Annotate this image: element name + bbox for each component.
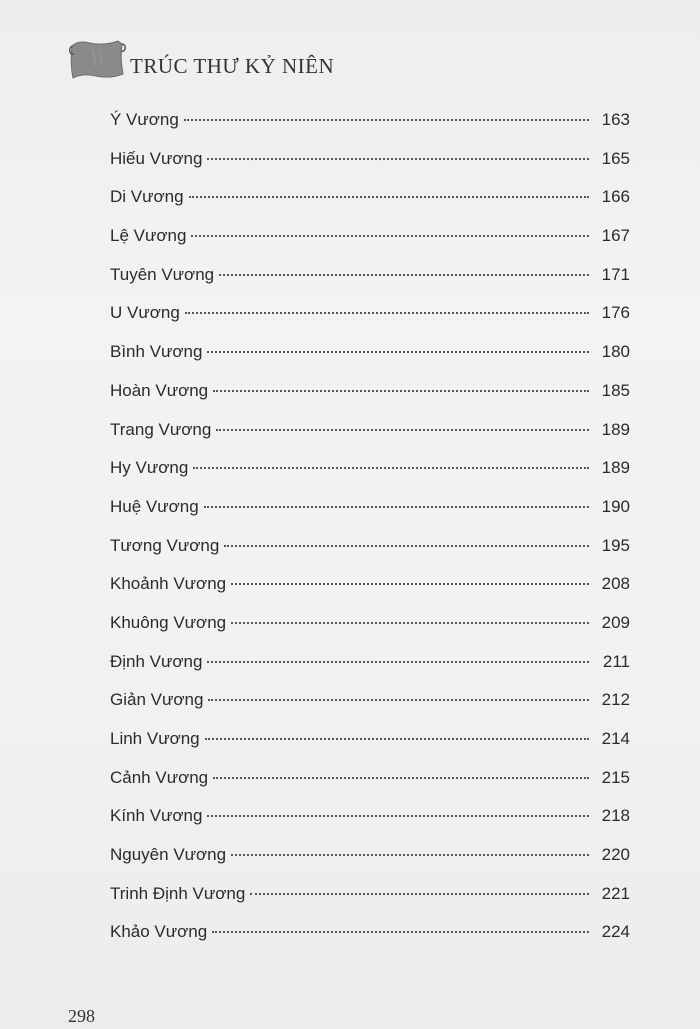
running-header [68,36,468,86]
toc-entry [110,806,630,845]
dot-leader [189,196,589,198]
toc-entry [110,574,630,613]
toc-entry-page: 167 [601,226,630,246]
toc-entry [110,690,630,729]
toc-entry-title: Trang Vương [110,419,212,439]
toc-entry-title: Hoàn Vương [110,380,209,400]
toc-entry-title: Bình Vương [110,342,203,362]
toc-entry [110,381,630,420]
toc-entry [110,613,630,652]
toc-entry-title: Khuông Vương [110,612,227,632]
toc-entry [110,458,630,497]
toc-entry-title: U Vương [110,303,180,323]
page-number: 298 [68,1006,95,1026]
toc-entry [110,226,630,265]
dot-leader [205,738,589,740]
dot-leader [216,429,589,431]
toc-entry-title: Cảnh Vương [110,767,209,787]
toc-entry [110,768,630,807]
dot-leader [250,893,589,895]
toc-entry-title: Huệ Vương [110,496,199,516]
toc-entry-page: 209 [601,612,630,632]
toc-entry [110,110,630,149]
toc-entry [110,420,630,459]
toc-entry-page: 195 [601,535,630,555]
toc-entry-title: Di Vương [110,187,184,207]
toc-entry [110,265,630,304]
table-of-contents [110,110,630,961]
toc-entry-title: Ý Vương [110,110,179,129]
dot-leader [184,119,589,121]
dot-leader [191,235,589,237]
toc-entry [110,342,630,381]
toc-entry-page: 208 [601,574,630,594]
toc-entry-title: Khảo Vương [110,922,208,942]
toc-entry-title: Tuyên Vương [110,264,215,284]
dot-leader [219,274,589,276]
dot-leader [231,854,589,856]
scroll-icon [68,36,126,82]
toc-entry-page: 176 [601,303,630,323]
toc-entry [110,303,630,342]
toc-entry [110,884,630,923]
toc-entry-page: 189 [601,419,630,439]
toc-entry [110,497,630,536]
toc-entry [110,922,630,961]
toc-entry-title: Định Vương [110,651,203,671]
book-title: TRÚC THƯ KỶ NIÊN [130,54,335,78]
toc-entry-page: 224 [601,922,630,942]
toc-entry-page: 212 [601,690,630,710]
toc-entry-page: 171 [601,264,630,284]
toc-entry-page: 221 [601,883,630,903]
dot-leader [204,506,589,508]
toc-entry-title: Lệ Vương [110,226,187,246]
dot-leader [193,467,589,469]
toc-entry-page: 218 [601,806,630,826]
toc-entry-page: 180 [601,342,630,362]
toc-entry [110,652,630,691]
toc-entry [110,149,630,188]
dot-leader [224,545,589,547]
toc-entry-page: 214 [601,729,630,748]
toc-entry-title: Kính Vương [110,806,203,826]
toc-entry-page: 165 [601,148,630,168]
toc-entry-title: Tương Vương [110,535,220,555]
dot-leader [231,583,589,585]
toc-entry-title: Trinh Định Vương [110,883,246,903]
toc-entry-title: Linh Vương [110,729,200,748]
toc-entry-title: Hiếu Vương [110,148,203,168]
dot-leader [208,699,589,701]
toc-entry-page: 166 [601,187,630,207]
dot-leader [185,312,589,314]
toc-entry-page: 190 [601,496,630,516]
dot-leader [212,931,589,933]
toc-entry-title: Nguyên Vương [110,845,227,865]
dot-leader [213,390,589,392]
toc-entry-page: 189 [601,458,630,478]
dot-leader [207,815,589,817]
dot-leader [207,351,589,353]
toc-entry-title: Khoảnh Vương [110,574,227,594]
toc-entry [110,536,630,575]
dot-leader [213,777,589,779]
toc-entry-title: Hy Vương [110,458,189,478]
toc-entry-page: 163 [601,110,630,129]
toc-entry-page: 185 [601,380,630,400]
dot-leader [207,661,589,663]
toc-entry [110,845,630,884]
toc-entry-page: 215 [601,767,630,787]
toc-entry-page: 211 [602,651,630,671]
toc-entry [110,729,630,768]
toc-entry [110,187,630,226]
toc-entry-title: Giản Vương [110,690,204,710]
dot-leader [231,622,589,624]
toc-entry-page: 220 [601,845,630,865]
dot-leader [207,158,589,160]
